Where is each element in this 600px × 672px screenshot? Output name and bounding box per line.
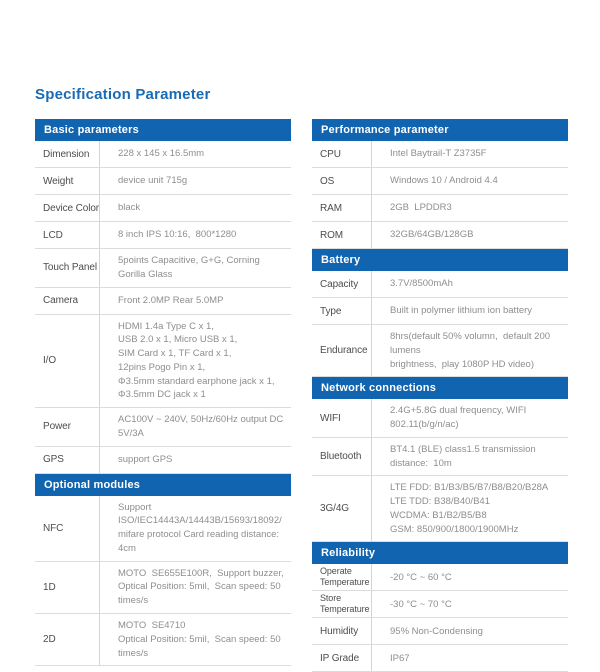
value-line: 8hrs(default 50% volumn, default 200 lumens: [390, 331, 553, 356]
left-column: [35, 119, 291, 666]
page-title: Specification Parameter: [35, 86, 211, 103]
value-line: device unit 715g: [118, 175, 188, 187]
spec-row: [312, 271, 568, 298]
value-line: Optical Position: 5mil, Scan speed: 50 times/s: [118, 581, 284, 607]
spec-row: [35, 288, 291, 315]
spec-value: [100, 447, 291, 473]
spec-value: [100, 168, 291, 194]
value-line: 32GB/64GB/128GB: [390, 229, 474, 241]
spec-row: [312, 399, 568, 438]
value-line: -30 °C ~ 70 °C: [390, 598, 452, 610]
spec-label: LCD: [35, 222, 100, 248]
spec-value: [372, 438, 568, 476]
section-header: Performance parameter: [312, 119, 568, 141]
value-line: Φ3.5mm DC jack x 1: [118, 389, 206, 401]
spec-label: Power: [35, 408, 100, 446]
spec-row: [312, 325, 568, 377]
spec-row: [35, 249, 291, 288]
spec-label: ROM: [312, 222, 372, 248]
spec-row: [312, 222, 568, 249]
value-line: 12pins Pogo Pin x 1,: [118, 361, 206, 373]
value-line: SIM Card x 1, TF Card x 1,: [118, 348, 232, 360]
spec-label: Camera: [35, 288, 100, 314]
spec-label: Bluetooth: [312, 438, 372, 476]
spec-value: [372, 195, 568, 221]
spec-row: [312, 141, 568, 168]
spec-row: [312, 645, 568, 672]
section-header: Network connections: [312, 377, 568, 399]
spec-row: [35, 562, 291, 614]
spec-label: Device Color: [35, 195, 100, 221]
value-line: support GPS: [118, 453, 173, 465]
spec-row: [312, 168, 568, 195]
spec-row: [35, 315, 291, 409]
value-line: GSM: 850/900/1800/1900MHz: [390, 523, 519, 535]
value-line: Support ISO/IEC14443A/14443B/15693/18092/: [118, 501, 282, 527]
value-line: WCDMA: B1/B2/B5/B8: [390, 509, 487, 521]
spec-row: [35, 195, 291, 222]
spec-row: [312, 438, 568, 477]
spec-columns: [35, 119, 570, 672]
spec-value: [100, 249, 291, 287]
spec-value: [100, 562, 291, 613]
spec-value: [372, 298, 568, 324]
value-line: 2GB LPDDR3: [390, 202, 452, 214]
spec-label: GPS: [35, 447, 100, 473]
spec-row: [312, 298, 568, 325]
spec-value: [100, 195, 291, 221]
spec-label: Operate Temperature: [312, 564, 372, 590]
spec-label: Weight: [35, 168, 100, 194]
spec-label: I/O: [35, 315, 100, 408]
spec-value: [100, 288, 291, 314]
spec-value: [372, 325, 568, 376]
right-column: [312, 119, 568, 672]
spec-label: IP Grade: [312, 645, 372, 671]
value-line: 5points Capacitive, G+G, Corning Gorilla Glass: [118, 255, 263, 280]
value-line: black: [118, 202, 141, 214]
value-line: Intel Baytrail-T Z3735F: [390, 148, 487, 160]
spec-value: [100, 141, 291, 167]
spec-row: [35, 447, 291, 474]
spec-value: [372, 222, 568, 248]
spec-label: Endurance: [312, 325, 372, 376]
spec-label: Dimension: [35, 141, 100, 167]
spec-row: [35, 222, 291, 249]
value-line: HDMI 1.4a Type C x 1,: [118, 320, 214, 332]
spec-row: [312, 195, 568, 222]
spec-label: NFC: [35, 496, 100, 561]
spec-row: [35, 168, 291, 195]
value-line: Built in polymer lithium ion battery: [390, 305, 533, 317]
value-line: LTE FDD: B1/B3/B5/B7/B8/B20/B28A: [390, 482, 549, 494]
value-line: LTE TDD: B38/B40/B41: [390, 496, 490, 508]
value-line: 95% Non-Condensing: [390, 625, 483, 637]
spec-value: [372, 168, 568, 194]
spec-label: 1D: [35, 562, 100, 613]
section-header: Optional modules: [35, 474, 291, 496]
value-line: MOTO SE655E100R, Support buzzer,: [118, 567, 284, 579]
spec-label: CPU: [312, 141, 372, 167]
spec-label: 3G/4G: [312, 476, 372, 541]
value-line: 2.4G+5.8G dual frequency, WIFI 802.11(b/g/n/ac): [390, 405, 529, 431]
value-line: 8 inch IPS 10:16, 800*1280: [118, 229, 237, 241]
value-line: BT4.1 (BLE) class1.5 transmission distance: 10m: [390, 443, 539, 469]
value-line: Optical Position: 5mil, Scan speed: 50 times/s: [118, 633, 284, 659]
spec-label: Type: [312, 298, 372, 324]
value-line: USB 2.0 x 1, Micro USB x 1,: [118, 334, 238, 346]
section-header: Battery: [312, 249, 568, 271]
value-line: MOTO SE4710: [118, 620, 186, 632]
spec-value: [372, 591, 568, 617]
value-line: -20 °C ~ 60 °C: [390, 571, 452, 583]
spec-label: RAM: [312, 195, 372, 221]
value-line: IP67: [390, 652, 410, 664]
spec-row: [35, 408, 291, 447]
spec-value: [100, 408, 291, 446]
spec-value: [100, 496, 291, 561]
spec-label: 2D: [35, 614, 100, 665]
spec-row: [35, 141, 291, 168]
spec-value: [372, 141, 568, 167]
spec-row: [312, 618, 568, 645]
spec-value: [100, 614, 291, 665]
value-line: Front 2.0MP Rear 5.0MP: [118, 294, 224, 306]
spec-value: [372, 564, 568, 590]
spec-label: WIFI: [312, 399, 372, 437]
spec-row: [35, 614, 291, 666]
spec-row: [312, 564, 568, 591]
spec-label: Capacity: [312, 271, 372, 297]
spec-value: [100, 222, 291, 248]
spec-row: [312, 591, 568, 618]
spec-value: [372, 476, 568, 541]
spec-label: Touch Panel: [35, 249, 100, 287]
spec-value: [372, 271, 568, 297]
value-line: AC100V ~ 240V, 50Hz/60Hz output DC 5V/3A: [118, 414, 286, 439]
spec-value: [372, 645, 568, 671]
value-line: mifare protocol Card reading distance: 4cm: [118, 529, 285, 554]
value-line: 3.7V/8500mAh: [390, 278, 453, 290]
section-header: Reliability: [312, 542, 568, 564]
spec-row: [35, 496, 291, 562]
section-header: Basic parameters: [35, 119, 291, 141]
spec-row: [312, 476, 568, 542]
value-line: Windows 10 / Android 4.4: [390, 175, 498, 187]
spec-value: [100, 315, 291, 408]
spec-label: Humidity: [312, 618, 372, 644]
spec-value: [372, 618, 568, 644]
spec-value: [372, 399, 568, 437]
spec-label: OS: [312, 168, 372, 194]
value-line: 228 x 145 x 16.5mm: [118, 148, 205, 160]
value-line: Φ3.5mm standard earphone jack x 1,: [118, 375, 275, 387]
value-line: brightness, play 1080P HD video): [390, 358, 534, 370]
spec-label: Store Temperature: [312, 591, 372, 617]
